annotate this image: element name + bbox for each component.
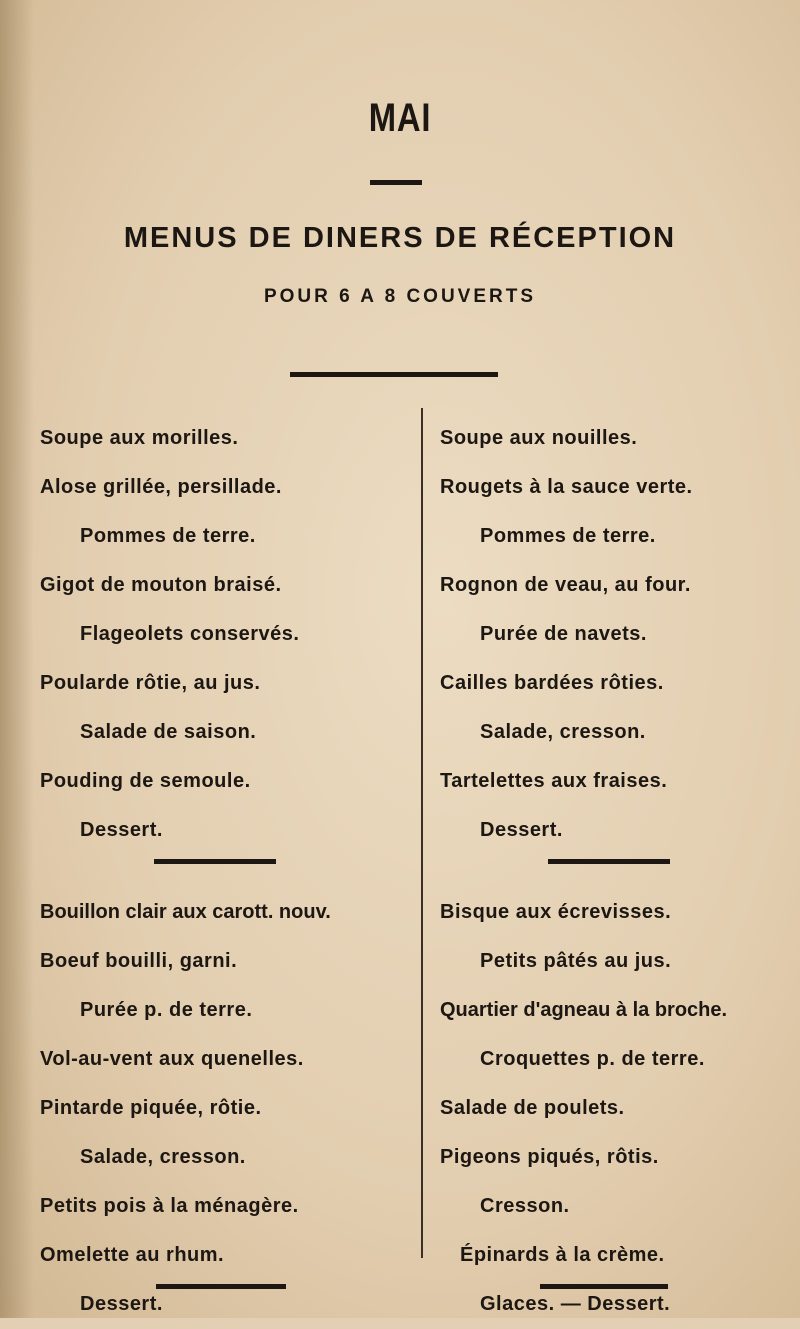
menu-item: Bouillon clair aux carott. nouv. — [40, 901, 331, 923]
menu-item: Épinards à la crème. — [460, 1244, 665, 1266]
page-title: MENUS DE DINERS DE RÉCEPTION — [123, 222, 677, 254]
menu-item: Purée de navets. — [480, 623, 647, 645]
menu-item: Rougets à la sauce verte. — [440, 476, 693, 498]
menu-item: Bisque aux écrevisses. — [440, 901, 672, 923]
header-rule — [290, 372, 498, 377]
menu-item: Dessert. — [80, 819, 163, 841]
section-rule-right-bottom — [540, 1284, 668, 1289]
menu-item: Dessert. — [80, 1293, 163, 1315]
menu-item: Dessert. — [480, 819, 563, 841]
menu-item: Pintarde piquée, rôtie. — [40, 1097, 262, 1119]
section-rule-left-bottom — [156, 1284, 286, 1289]
menu-item: Tartelettes aux fraises. — [440, 770, 668, 792]
menu-item: Rognon de veau, au four. — [440, 574, 691, 596]
menu-item: Cailles bardées rôties. — [440, 672, 664, 694]
menu-item: Salade, cresson. — [80, 1146, 246, 1168]
menu-item: Alose grillée, persillade. — [40, 476, 282, 498]
menu-bottom-right — [440, 888, 795, 1329]
menu-item: Salade de poulets. — [440, 1097, 625, 1119]
month-title: MAI — [368, 96, 432, 140]
menu-item: Flageolets conservés. — [80, 623, 300, 645]
menu-item: Salade, cresson. — [480, 721, 646, 743]
menu-item: Pommes de terre. — [480, 525, 656, 547]
menu-item: Soupe aux nouilles. — [440, 427, 638, 449]
menu-item: Soupe aux morilles. — [40, 427, 239, 449]
menu-top-left — [40, 414, 410, 855]
menu-item: Poularde rôtie, au jus. — [40, 672, 261, 694]
menu-item: Gigot de mouton braisé. — [40, 574, 282, 596]
section-rule-right — [548, 859, 670, 864]
menu-item: Pigeons piqués, rôtis. — [440, 1146, 659, 1168]
menu-item: Pouding de semoule. — [40, 770, 251, 792]
menu-top-right — [440, 414, 790, 855]
menu-item: Glaces. — Dessert. — [480, 1293, 671, 1315]
page-subtitle: POUR 6 A 8 COUVERTS — [263, 286, 537, 307]
menu-item: Petits pois à la ménagère. — [40, 1195, 299, 1217]
title-dash — [370, 180, 422, 185]
menu-item: Purée p. de terre. — [80, 999, 253, 1021]
page-edge-shadow — [0, 0, 34, 1318]
menu-item: Petits pâtés au jus. — [480, 950, 672, 972]
menu-item: Salade de saison. — [80, 721, 257, 743]
section-rule-left — [154, 859, 276, 864]
menu-item: Boeuf bouilli, garni. — [40, 950, 238, 972]
menu-item: Quartier d'agneau à la broche. — [440, 999, 728, 1021]
menu-item: Omelette au rhum. — [40, 1244, 225, 1266]
menu-bottom-left — [40, 888, 418, 1329]
menu-item: Pommes de terre. — [80, 525, 256, 547]
menu-item: Cresson. — [480, 1195, 570, 1217]
menu-item: Croquettes p. de terre. — [480, 1048, 705, 1070]
column-divider — [421, 408, 423, 1258]
menu-item: Vol-au-vent aux quenelles. — [40, 1048, 304, 1070]
